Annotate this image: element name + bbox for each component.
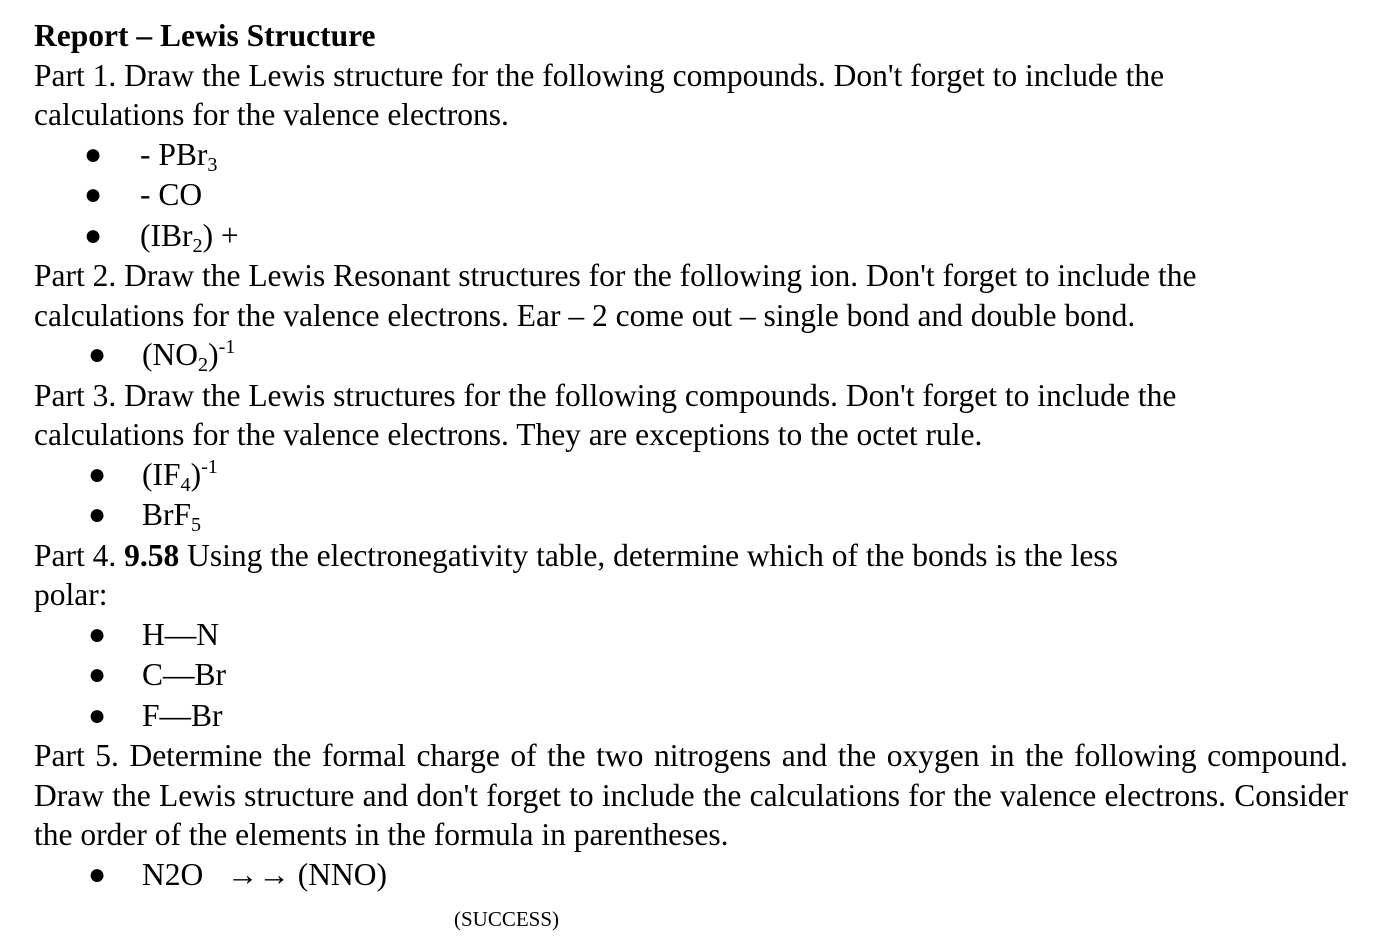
list-item: ● - PBr$_3$	[84, 136, 218, 176]
problem-number: 9.58	[124, 537, 180, 573]
list-item: ● (IBr$_2$) +	[84, 217, 239, 257]
bullet-icon: ●	[84, 178, 103, 211]
bullet-icon: ●	[84, 218, 103, 252]
part4-label: Part 4.	[34, 537, 117, 573]
list-item: ● H—N	[34, 615, 1348, 656]
bullet-icon: ●	[88, 498, 107, 531]
part4-list	[34, 615, 1348, 737]
part3-instructions: Part 3. Draw the Lewis structures for the following compounds. Don't forget to include the calculations for the valence electrons. They are exceptions to the octet rule.	[34, 377, 1177, 452]
list-item: ● C—Br	[34, 655, 1348, 696]
report-title: Report – Lewis Structure	[34, 18, 376, 53]
bullet-icon: ●	[88, 698, 107, 732]
list-item: ● $(IF_4)^{-1}$	[88, 455, 218, 496]
part4-instructions	[34, 536, 1144, 615]
bullet-icon: ●	[88, 338, 107, 371]
list-item: ● N2O →→ (NNO)	[34, 855, 1348, 896]
bullet-icon: ●	[88, 658, 107, 691]
bullet-icon: ●	[88, 457, 107, 491]
bullet-icon: ●	[88, 857, 107, 891]
part2-list	[34, 335, 1348, 376]
list-item: ● F—Br	[34, 696, 1348, 737]
list-item: ● - CO	[34, 175, 1348, 216]
document	[34, 16, 1348, 895]
part1-instructions: Part 1. Draw the Lewis structure for the following compounds. Don't forget to include the calculations for the valence electrons.	[34, 57, 1165, 132]
part3-list	[34, 455, 1348, 536]
list-item: ● BrF$_5$	[88, 497, 202, 536]
list-item: ● $(NO_2)^{-1}$	[88, 336, 236, 376]
part5-instructions: Part 5. Determine the formal charge of the two nitrogens and the oxygen in the following compound. Draw the Lewis structure and don't forget to include the calculations for the valence electrons. Consider the order of the elements in the formula in parentheses.	[34, 738, 1348, 852]
part1-list	[34, 135, 1348, 257]
bullet-icon: ●	[88, 617, 107, 651]
footer-note: (SUCCESS)	[454, 907, 560, 931]
part2-instructions: Part 2. Draw the Lewis Resonant structures for the following ion. Don't forget to include the calculations for the valence electrons. Ear – 2 come out – single bond and double bond.	[34, 258, 1197, 333]
bullet-icon: ●	[84, 137, 103, 171]
part5-list	[34, 855, 1348, 896]
part4-text: Using the electronegativity table, determine which of the bonds is the less polar:	[34, 537, 1118, 612]
